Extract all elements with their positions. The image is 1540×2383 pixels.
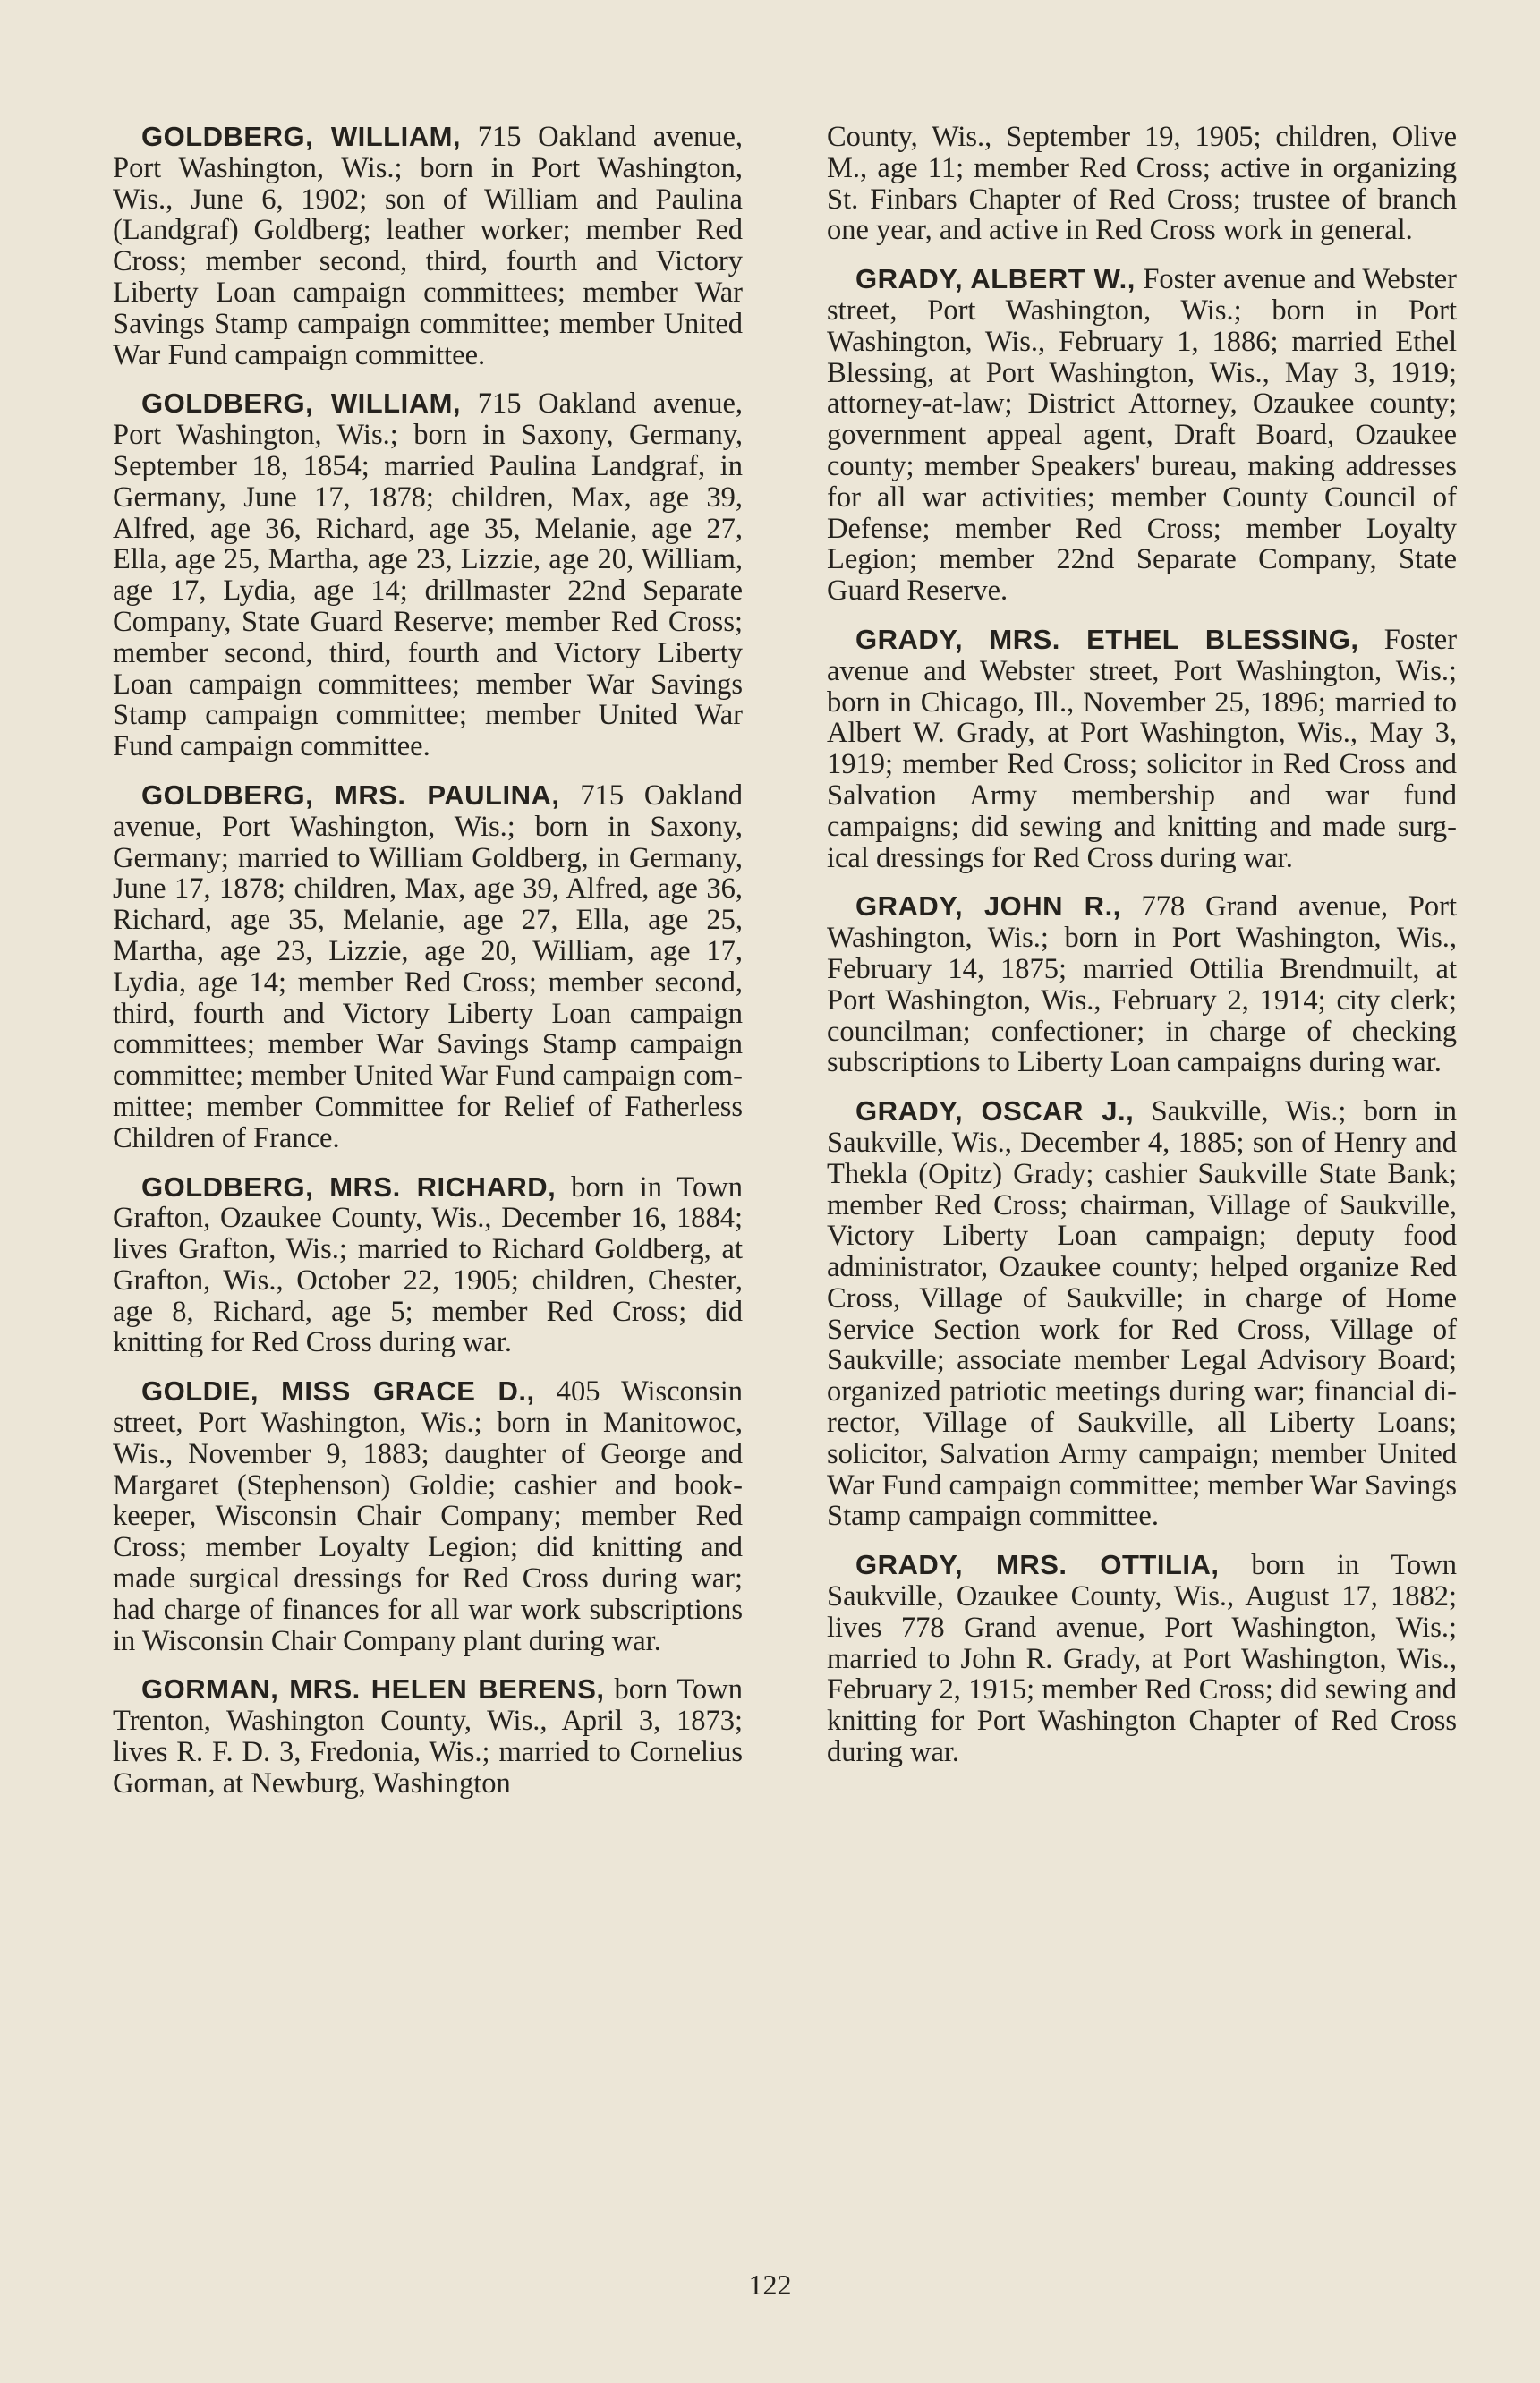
entry-text: Foster avenue and Webster street, Port Washington, Wis.; born in Port Washington, Wis., February 1, 1886; married Ethel Blessing, at Port Washington, Wis., May 3, 1919; attorney-at-law; District Attorney, Ozaukee county; government appeal agent, Draft Board, Ozaukee county; member Speakers' bureau, making addresses for all war activities; member County Council of Defense; member Red Cross; member Loyalty Legion; member 22nd Separate Company, State Guard Reserve.: [827, 263, 1457, 608]
page-number: 122: [748, 2268, 792, 2301]
entry-grady-albert: [827, 264, 1457, 607]
entry-text: County, Wis., September 19, 1905; children, Olive M., age 11; member Red Cross; active in organizing St. Finbars Chapter of Red Cross; trustee of branch one year, and active in Red Cross work in general.: [827, 121, 1457, 247]
entry-name: GRADY, ALBERT W.,: [855, 263, 1136, 295]
entry-text: 715 Oakland avenue, Port Washington, Wis.; born in Saxony, Germany, September 18, 1854; married Paulina Landgraf, in Germany, June 17, 1878; children, Max, age 39, Alfred, age 36, Richard, age 35, Melanie, age 27, Ella, age 25, Martha, age 23, Lizzie, age 20, William, age 17, Lydia, age 14; drillmaster 22nd Separate Company, State Guard Reserve; member Red Cross; member second, third, fourth and Victory Liberty Loan campaign committees; member War Savings Stamp campaign committee; member United War Fund campaign committee.: [113, 387, 743, 763]
entry-goldberg-paulina: [113, 780, 743, 1154]
left-column: [113, 122, 743, 1817]
entry-name: GRADY, MRS. ETHEL BLESSING,: [855, 623, 1359, 655]
entry-gorman-helen: [113, 1674, 743, 1799]
entry-text: born in Town Saukville, Ozaukee County, Wis., August 17, 1882; lives 778 Grand avenue, Port Washington, Wis.; married to John R. Grady, at Port Washington, Wis., February 2, 1915; member Red Cross; did sewing and knitting for Port Washington Chapter of Red Cross during war.: [827, 1549, 1458, 1769]
entry-name: GORMAN, MRS. HELEN BERENS,: [141, 1673, 605, 1706]
entry-name: GRADY, MRS. OTTILIA,: [855, 1549, 1220, 1581]
entry-goldberg-william-1: [113, 122, 743, 370]
entry-grady-ethel: [827, 625, 1457, 873]
entry-name: GOLDBERG, WILLIAM,: [141, 121, 462, 152]
entry-name: GOLDBERG, MRS. RICHARD,: [141, 1170, 557, 1203]
entry-text: born Town Trenton, Washington County, Wis., April 3, 1873; lives R. F. D. 3, Fredonia, Wis.; married to Cornelius Gorman, at Newburg, Washington: [113, 1673, 744, 1800]
entry-text: born in Town Grafton, Ozaukee County, Wis., December 16, 1884; lives Grafton, Wis.; married to Richard Goldberg, at Grafton, Wis., October 22, 1905; children, Chester, age 8, Richard, age 5; member Red Cross; did knitting for Red Cross during war.: [113, 1170, 743, 1359]
entry-name: GOLDBERG, MRS. PAULINA,: [141, 779, 560, 811]
entry-name: GOLDBERG, WILLIAM,: [141, 387, 462, 420]
entry-text: Saukville, Wis.; born in Saukville, Wis., December 4, 1885; son of Henry and Thekla (Opitz) Grady; cashier Saukville State Bank; member Red Cross; chairman, Village of Saukville, Victory Liberty Loan campaign; deputy food administrator, Ozaukee county; helped organize Red Cross, Village of Saukville; in charge of Home Service Section work for Red Cross, Village of Saukville; associate member Legal Advisory Board; organized patriotic meetings during war; financial director, Village of Saukville, all Liberty Loans; solicitor, Salvation Army campaign; member United War Fund campaign committee; member War Savings Stamp campaign committee.: [827, 1095, 1458, 1533]
entry-text: 405 Wisconsin street, Port Washington, Wis.; born in Manitowoc, Wis., November 9, 1883; daughter of George and Margaret (Stephenson) Goldie; cashier and bookkeeper, Wisconsin Chair Company; member Red Cross; member Loyalty Legion; did knitting and made surgical dressings for Red Cross during war; had charge of finances for all war work subscriptions in Wisconsin Chair Company plant during war.: [113, 1375, 743, 1657]
entry-goldberg-richard: [113, 1172, 743, 1359]
entry-goldie-grace: [113, 1376, 743, 1656]
entry-text: 715 Oakland avenue, Port Washington, Wis.; born in Saxony, Germany; married to William Goldberg, in Germany, June 17, 1878; children, Max, age 39, Alfred, age 36, Richard, age 35, Melanie, age 27, Ella, age 25, Martha, age 23, Lizzie, age 20, William, age 17, Lydia, age 14; member Red Cross; member second, third, fourth and Victory Liberty Loan campaign committees; member War Savings Stamp campaign committee; member United War Fund campaign committee; member Committee for Relief of Fatherless Children of France.: [113, 779, 743, 1154]
entry-grady-ottilia: [827, 1550, 1457, 1768]
right-column: [827, 122, 1457, 1786]
entry-text: 715 Oakland avenue, Port Washington, Wis.; born in Port Washington, Wis., June 6, 1902; son of William and Paulina (Landgraf) Goldberg; leather worker; member Red Cross; member second, third, fourth and Victory Liberty Loan campaign committees; member War Savings Stamp campaign committee; member United War Fund campaign committee.: [113, 121, 743, 371]
entry-text: Foster avenue and Webster street, Port Washington, Wis.; born in Chicago, Ill., November 25, 1896; married to Albert W. Grady, at Port Washington, Wis., May 3, 1919; member Red Cross; solicitor in Red Cross and Salvation Army membership and war fund campaigns; did sewing and knitting and made surgical dressings for Red Cross during war.: [827, 623, 1458, 874]
entry-grady-john: [827, 891, 1457, 1078]
entry-goldberg-william-2: [113, 388, 743, 762]
entry-text: 778 Grand avenue, Port Washington, Wis.; born in Port Washington, Wis., February 14, 1875; married Ottilia Brendmuilt, at Port Washington, Wis., February 2, 1914; city clerk; councilman; confectioner; in charge of checking subscriptions to Liberty Loan campaigns during war.: [827, 890, 1457, 1079]
entry-name: GRADY, JOHN R.,: [855, 890, 1121, 923]
entry-gorman-continued: [827, 122, 1457, 246]
entry-name: GOLDIE, MISS GRACE D.,: [141, 1375, 535, 1408]
entry-grady-oscar: [827, 1096, 1457, 1532]
entry-name: GRADY, OSCAR J.,: [855, 1095, 1135, 1128]
